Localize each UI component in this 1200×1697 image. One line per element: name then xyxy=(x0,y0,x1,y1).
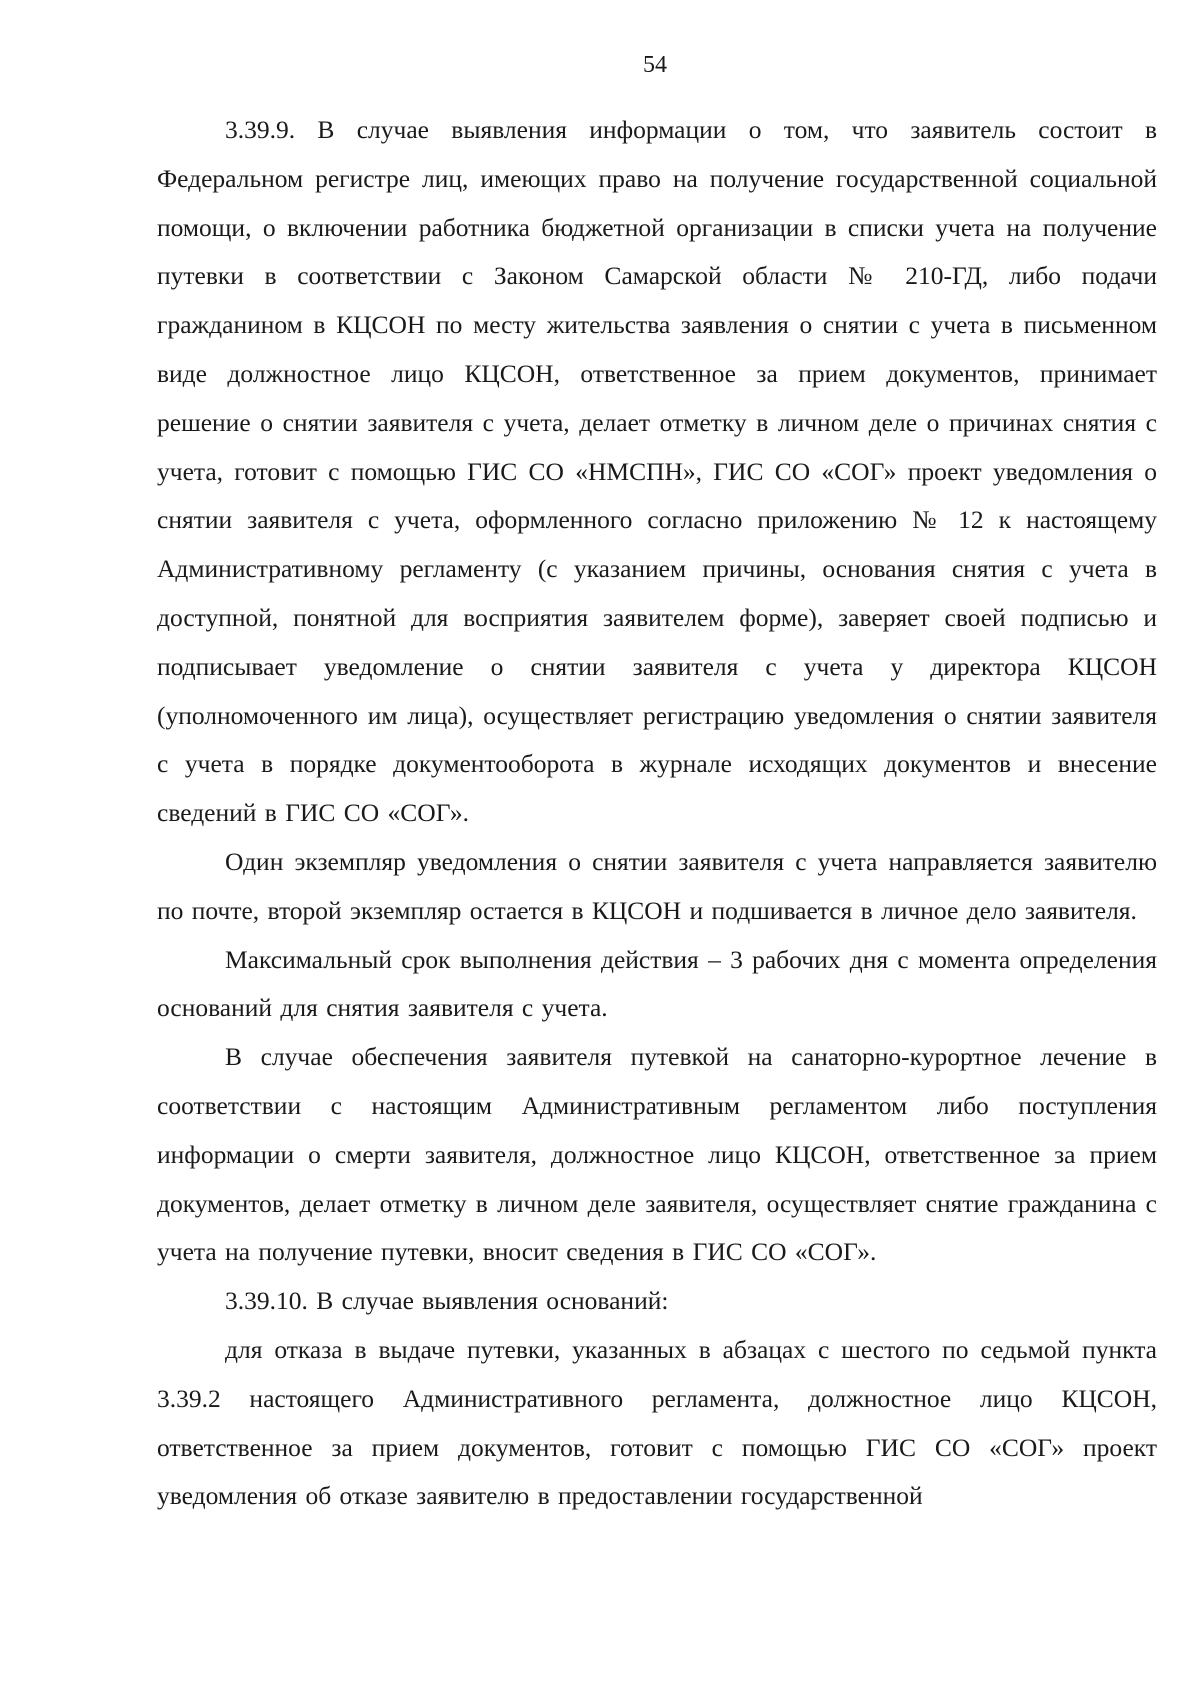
paragraph-3-39-9: 3.39.9. В случае выявления информации о том, что заявитель состоит в Федеральном регистре лиц, имеющих право на получение государственной социальной помощи, о включении работника бюджетной организации в списки учета на получение путевки в соответствии с Законом Самарской области № 210-ГД, либо подачи гражданином в КЦСОН по месту жительства заявления о снятии с учета в письменном виде должностное лицо КЦСОН, ответственное за прием документов, принимает решение о снятии заявителя с учета, делает отметку в личном деле о причинах снятия с учета, готовит с помощью ГИС СО «НМСПН», ГИС СО «СОГ» проект уведомления о снятии заявителя с учета, оформленного согласно приложению № 12 к настоящему Административному регламенту (с указанием причины, основания снятия с учета в доступной, понятной для восприятия заявителем форме), заверяет своей подписью и подписывает уведомление о снятии заявителя с учета у директора КЦСОН (уполномоченного им лица), осуществляет регистрацию уведомления о снятии заявителя с учета в порядке документооборота в журнале исходящих документов и внесение сведений в ГИС СО «СОГ». xyxy=(157,115,1157,828)
page-number: 54 xyxy=(643,52,667,78)
document-body xyxy=(157,106,1157,1521)
paragraph-max-term: Максимальный срок выполнения действия – 3 рабочих дня с момента определения оснований для снятия заявителя с учета. xyxy=(157,944,1157,1023)
paragraph-3-39-10: 3.39.10. В случае выявления оснований: xyxy=(225,1286,669,1316)
paragraph-notice-copies: Один экземпляр уведомления о снятии заявителя с учета направляется заявителю по почте, второй экземпляр остается в КЦСОН и подшивается в личное дело заявителя. xyxy=(157,846,1157,925)
paragraph-removal-on-provision: В случае обеспечения заявителя путевкой на санаторно-курортное лечение в соответствии с настоящим Административным регламентом либо поступления информации о смерти заявителя, должностное лицо КЦСОН, ответственное за прием документов, делает отметку в личном деле заявителя, осуществляет снятие гражданина с учета на получение путевки, вносит сведения в ГИС СО «СОГ». xyxy=(157,1042,1157,1267)
paragraph-refusal-grounds: для отказа в выдаче путевки, указанных в абзацах с шестого по седьмой пункта 3.39.2 настоящего Административного регламента, должностное лицо КЦСОН, ответственное за прием документов, готовит с помощью ГИС СО «СОГ» проект уведомления об отказе заявителю в предоставлении государственной xyxy=(157,1334,1157,1511)
